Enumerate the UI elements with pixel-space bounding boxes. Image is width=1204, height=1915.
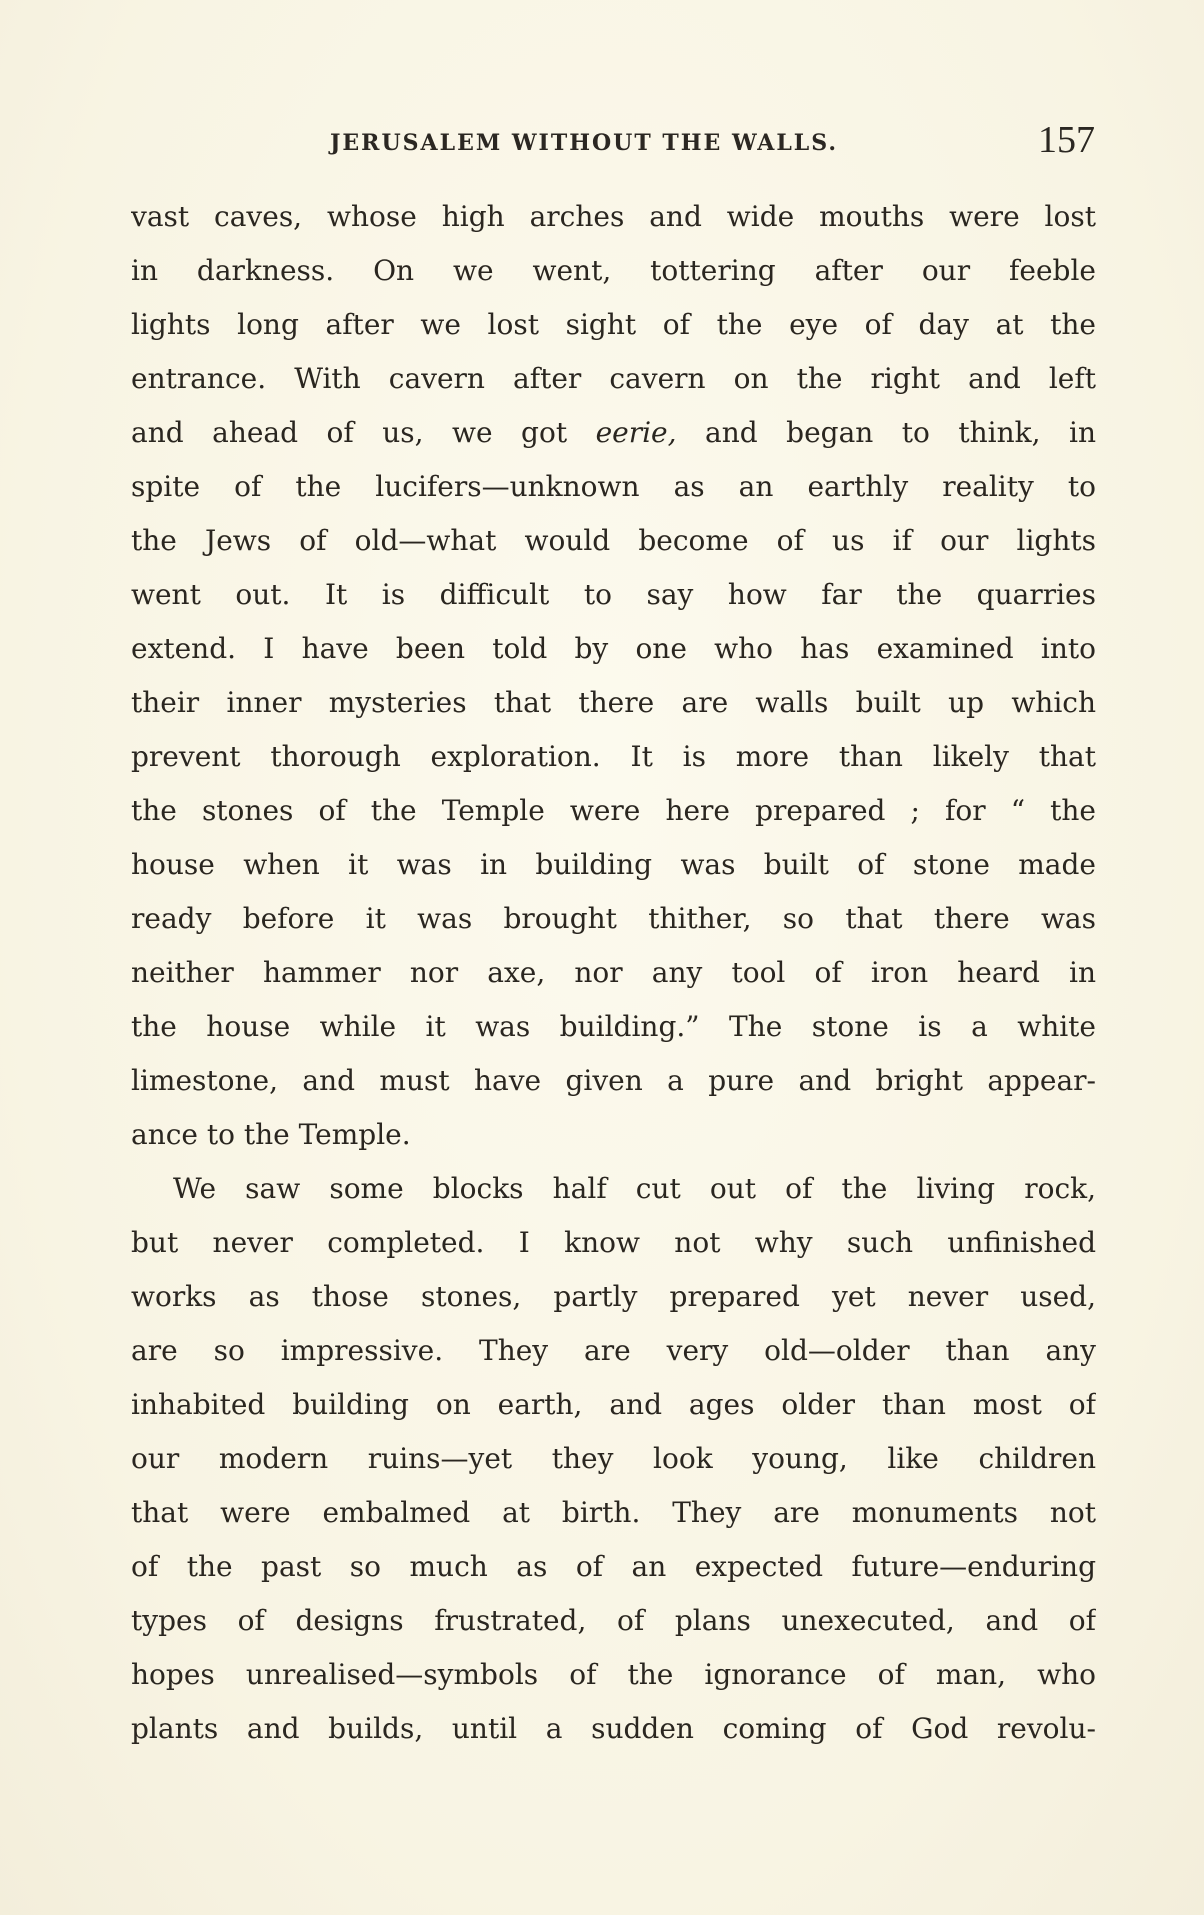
text-line: that were embalmed at birth. They are monuments not	[131, 1496, 1096, 1529]
text-line: ance to the Temple.	[131, 1118, 411, 1151]
italic-word: eerie,	[595, 416, 677, 449]
text-line: types of designs frustrated, of plans unexecuted, and of	[131, 1604, 1096, 1637]
text-line: plants and builds, until a sudden coming of God revolu-	[131, 1712, 1096, 1745]
page-number: 157	[1038, 119, 1095, 161]
text-line: our modern ruins—yet they look young, like children	[131, 1442, 1096, 1475]
body-text	[131, 190, 1096, 1756]
text-line: works as those stones, partly prepared yet never used,	[131, 1280, 1096, 1313]
text-line: the stones of the Temple were here prepared ; for “ the	[131, 794, 1096, 827]
text-line: hopes unrealised—symbols of the ignorance of man, who	[131, 1658, 1096, 1691]
running-title: JERUSALEM WITHOUT THE WALLS.	[330, 130, 839, 156]
text-line: their inner mysteries that there are walls built up which	[131, 686, 1096, 719]
text-line: limestone, and must have given a pure and bright appear-	[131, 1064, 1096, 1097]
text-line: house when it was in building was built of stone made	[131, 848, 1096, 881]
text-line: inhabited building on earth, and ages older than most of	[131, 1388, 1096, 1421]
text-line: lights long after we lost sight of the eye of day at the	[131, 308, 1096, 341]
text-line: ready before it was brought thither, so that there was	[131, 902, 1096, 935]
text-line: but never completed. I know not why such unfinished	[131, 1226, 1096, 1259]
text-line: the house while it was building.” The stone is a white	[131, 1010, 1096, 1043]
text-line: We saw some blocks half cut out of the living rock,	[173, 1172, 1096, 1205]
text-line: the Jews of old—what would become of us if our lights	[131, 524, 1096, 557]
running-head	[130, 118, 1095, 168]
text-line: of the past so much as of an expected future—enduring	[131, 1550, 1096, 1583]
text-line: extend. I have been told by one who has examined into	[131, 632, 1096, 665]
text-line: in darkness. On we went, tottering after our feeble	[131, 254, 1096, 287]
text-run: and began to think, in	[676, 416, 1096, 449]
text-line: prevent thorough exploration. It is more than likely that	[131, 740, 1096, 773]
text-run: and ahead of us, we got	[131, 416, 596, 449]
text-line: spite of the lucifers—unknown as an earthly reality to	[131, 470, 1096, 503]
text-line	[131, 406, 1096, 460]
text-line: neither hammer nor axe, nor any tool of iron heard in	[131, 956, 1096, 989]
text-line: are so impressive. They are very old—older than any	[131, 1334, 1096, 1367]
text-line: entrance. With cavern after cavern on the right and left	[131, 362, 1096, 395]
text-line: vast caves, whose high arches and wide mouths were lost	[131, 200, 1096, 233]
text-line: went out. It is difficult to say how far the quarries	[131, 578, 1096, 611]
